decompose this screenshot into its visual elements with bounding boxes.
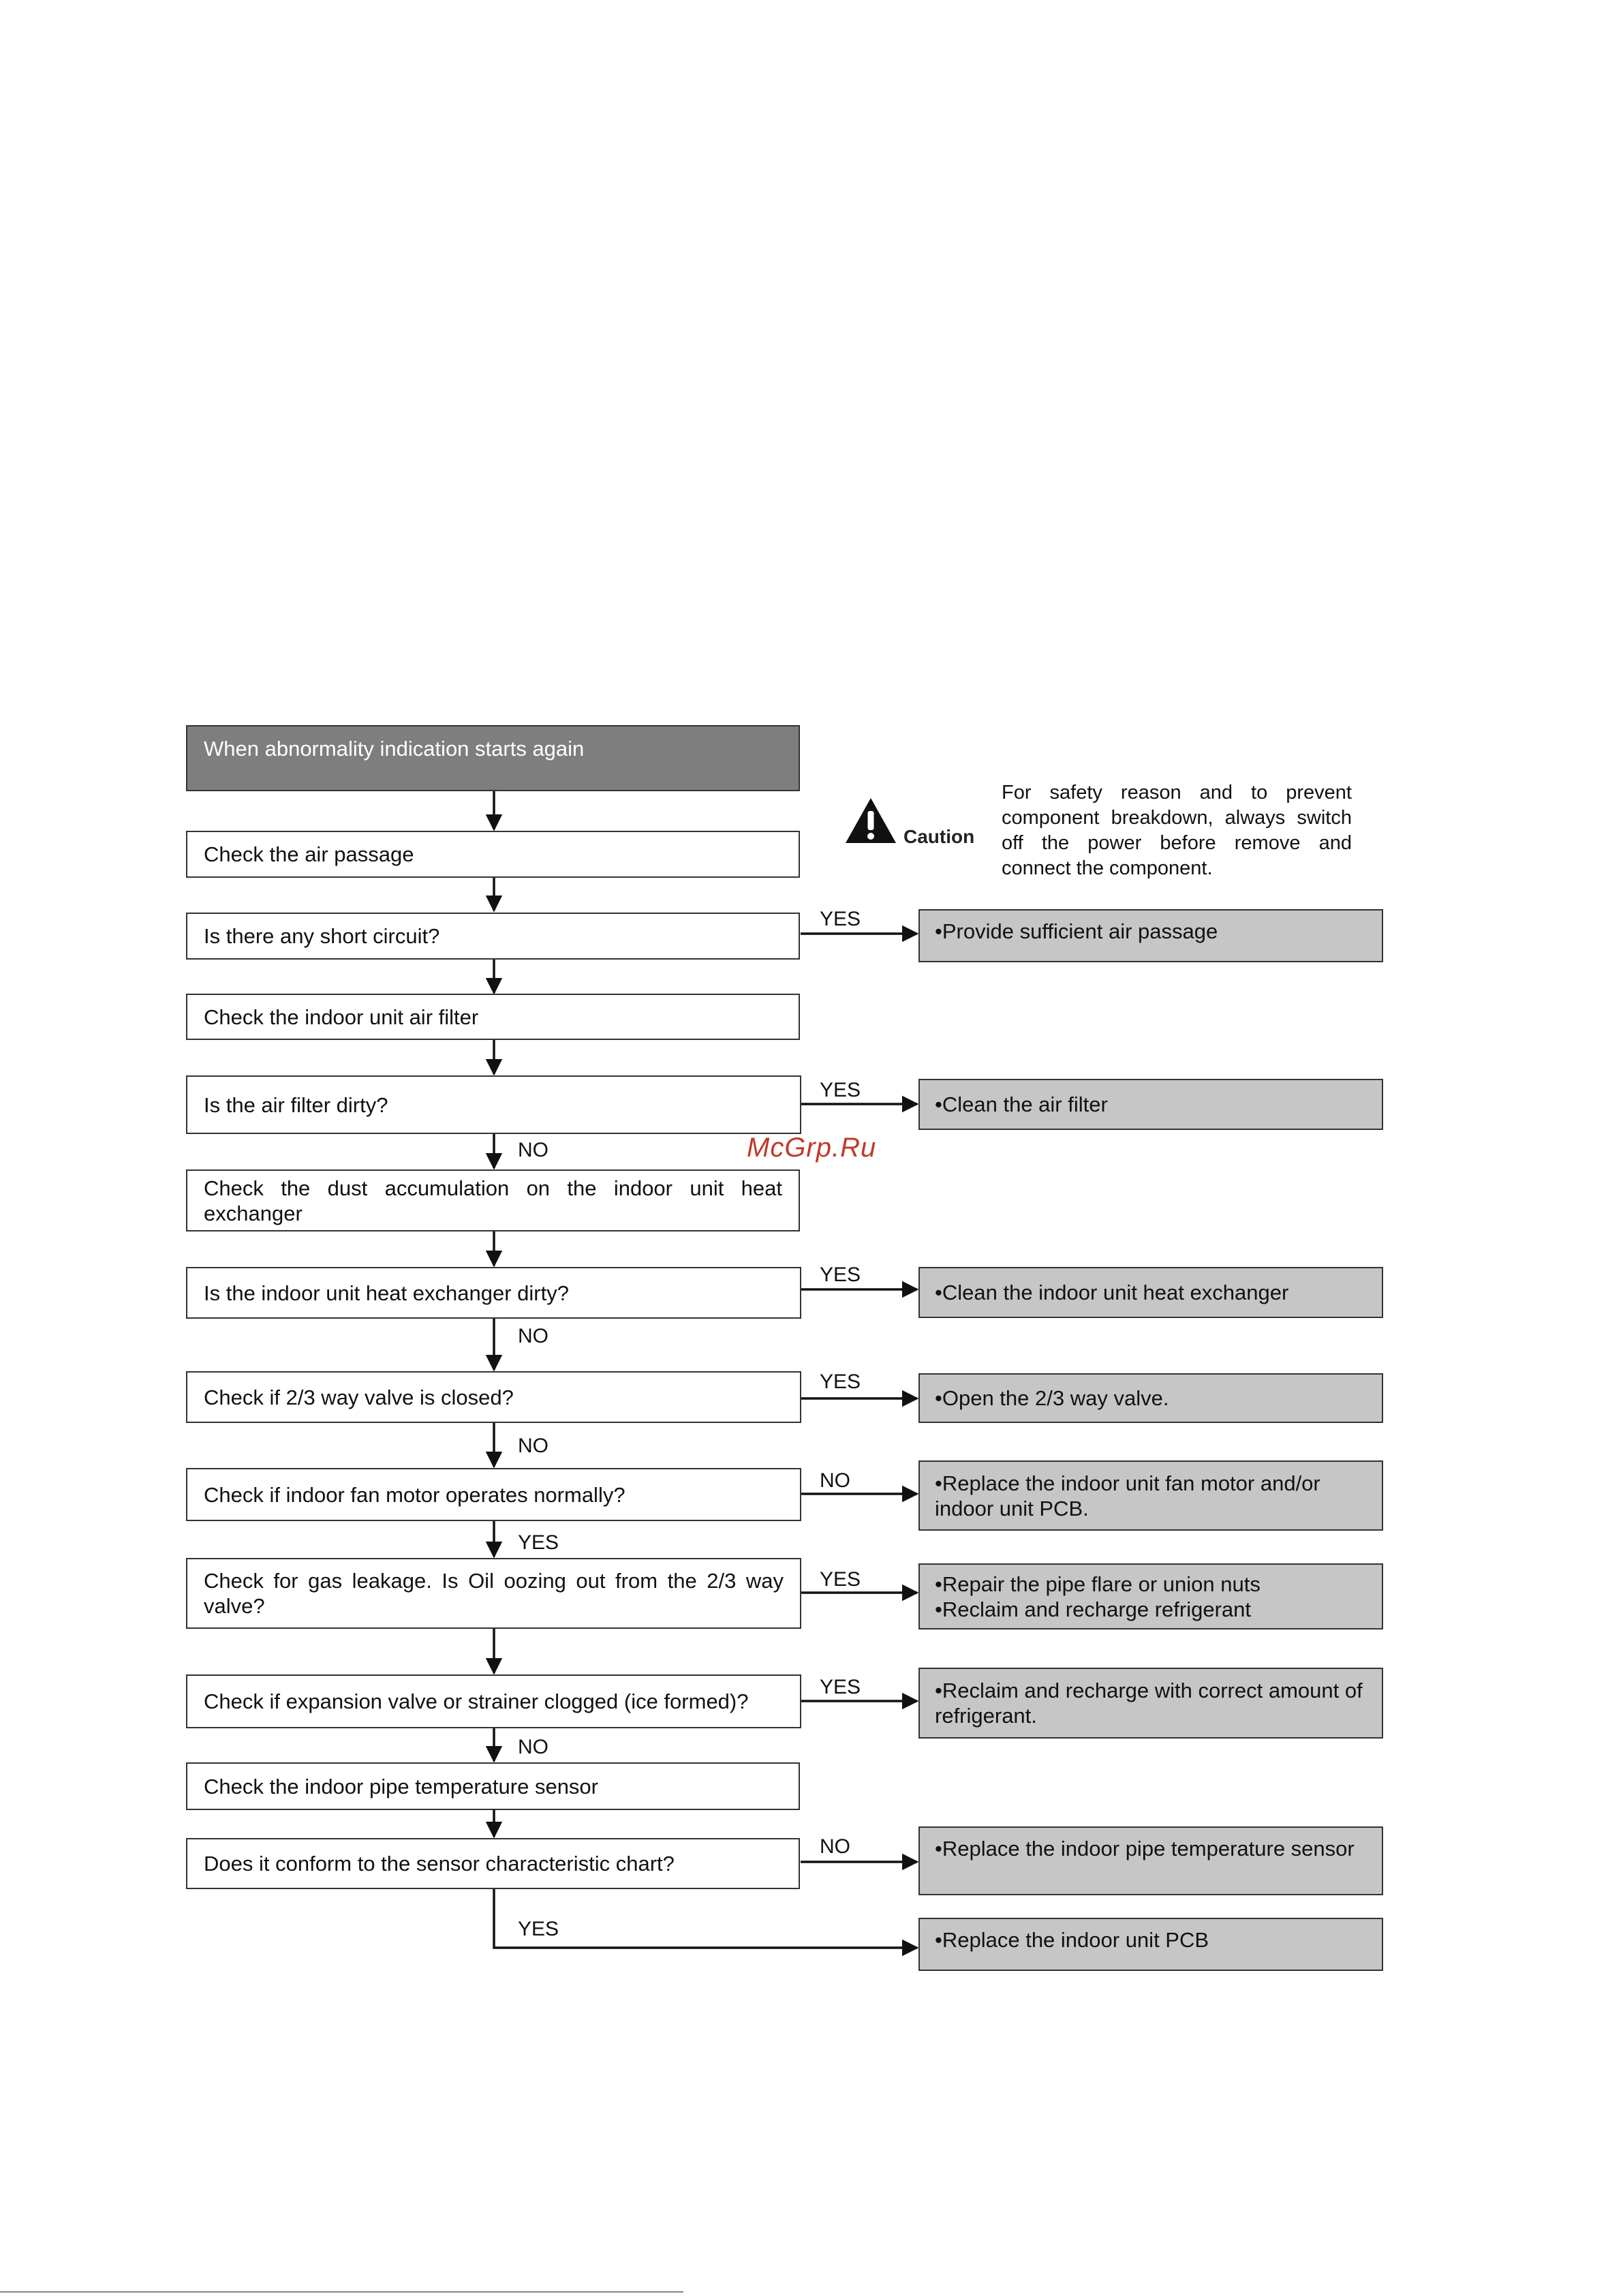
warning-triangle-icon xyxy=(844,796,898,845)
step-short-circuit xyxy=(186,913,800,960)
action-text: •Clean the air filter xyxy=(935,1092,1108,1116)
action-text: •Provide sufficient air passage xyxy=(935,919,1218,943)
action-text: •Clean the indoor unit heat exchanger xyxy=(935,1281,1289,1304)
step-check-dust-accumulation xyxy=(186,1169,800,1231)
step-text: Check if 2/3 way valve is closed? xyxy=(204,1385,514,1409)
step-text: Check the dust accumulation on the indoor unit heat exchanger xyxy=(204,1176,782,1225)
action-replace-fan-motor xyxy=(918,1460,1383,1531)
action-air-passage xyxy=(918,909,1383,962)
action-text: •Replace the indoor pipe temperature sensor xyxy=(935,1837,1355,1861)
step-fan-motor xyxy=(186,1468,801,1521)
step-sensor-chart xyxy=(186,1838,800,1889)
step-expansion-valve xyxy=(186,1674,801,1728)
label-yes-heat-exchanger: YES xyxy=(820,1264,861,1286)
action-replace-pcb xyxy=(918,1918,1383,1971)
label-no-filter: NO xyxy=(518,1139,548,1161)
step-text: Check the air passage xyxy=(204,842,414,866)
step-text: Check for gas leakage. Is Oil oozing out from the 2/3 way valve? xyxy=(204,1569,784,1618)
step-check-air-passage xyxy=(186,831,800,878)
step-text: Is the air filter dirty? xyxy=(204,1092,388,1117)
action-repair-pipe xyxy=(918,1563,1383,1629)
caution-text: For safety reason and to prevent component breakdown, always switch off the power before remove and connect the component. xyxy=(1002,782,1352,879)
label-yes-fan-motor: YES xyxy=(518,1531,559,1554)
step-air-filter-dirty xyxy=(186,1075,801,1134)
action-clean-filter xyxy=(918,1079,1383,1130)
step-check-air-filter xyxy=(186,994,800,1040)
step-valve-closed xyxy=(186,1371,801,1423)
step-text: Does it conform to the sensor characteristic chart? xyxy=(204,1852,675,1876)
action-open-valve xyxy=(918,1373,1383,1423)
watermark: McGrp.Ru xyxy=(747,1133,877,1163)
action-clean-heat-exchanger xyxy=(918,1267,1383,1318)
label-no-expansion-valve: NO xyxy=(518,1736,548,1758)
label-yes-sensor-chart: YES xyxy=(518,1918,559,1940)
action-text: •Reclaim and recharge with correct amount of refrigerant. xyxy=(935,1679,1363,1728)
label-yes-expansion-valve: YES xyxy=(820,1676,861,1698)
label-no-valve: NO xyxy=(518,1435,548,1457)
step-text: Check the indoor unit air filter xyxy=(204,1005,479,1029)
label-no-heat-exchanger: NO xyxy=(518,1325,548,1347)
step-text: Check the indoor pipe temperature sensor xyxy=(204,1774,598,1798)
action-recharge-refrigerant xyxy=(918,1668,1383,1739)
step-text: Is the indoor unit heat exchanger dirty? xyxy=(204,1281,569,1305)
flow-start-text: When abnormality indication starts again xyxy=(204,737,585,761)
step-text: Check if expansion valve or strainer clogged (ice formed)? xyxy=(204,1689,749,1713)
label-no-fan-motor: NO xyxy=(820,1469,850,1492)
label-yes-short-circuit: YES xyxy=(820,908,861,930)
caution-label: Caution xyxy=(903,826,975,847)
step-gas-leakage xyxy=(186,1558,801,1629)
label-yes-valve: YES xyxy=(820,1371,861,1393)
action-text: •Repair the pipe flare or union nuts •Reclaim and recharge refrigerant xyxy=(935,1572,1261,1621)
action-text: •Open the 2/3 way valve. xyxy=(935,1386,1169,1410)
action-text: •Replace the indoor unit fan motor and/or indoor unit PCB. xyxy=(935,1471,1320,1520)
page-bottom-rule xyxy=(0,2291,683,2293)
step-heat-exchanger-dirty xyxy=(186,1267,801,1319)
label-yes-filter: YES xyxy=(820,1079,861,1101)
step-text: Is there any short circuit? xyxy=(204,924,440,948)
step-text: Check if indoor fan motor operates normally? xyxy=(204,1482,625,1507)
action-replace-pipe-sensor xyxy=(918,1826,1383,1895)
step-check-pipe-sensor xyxy=(186,1762,800,1810)
flow-start xyxy=(186,725,800,791)
label-yes-gas-leakage: YES xyxy=(820,1568,861,1591)
label-no-sensor-chart: NO xyxy=(820,1835,850,1858)
action-text: •Replace the indoor unit PCB xyxy=(935,1928,1209,1952)
